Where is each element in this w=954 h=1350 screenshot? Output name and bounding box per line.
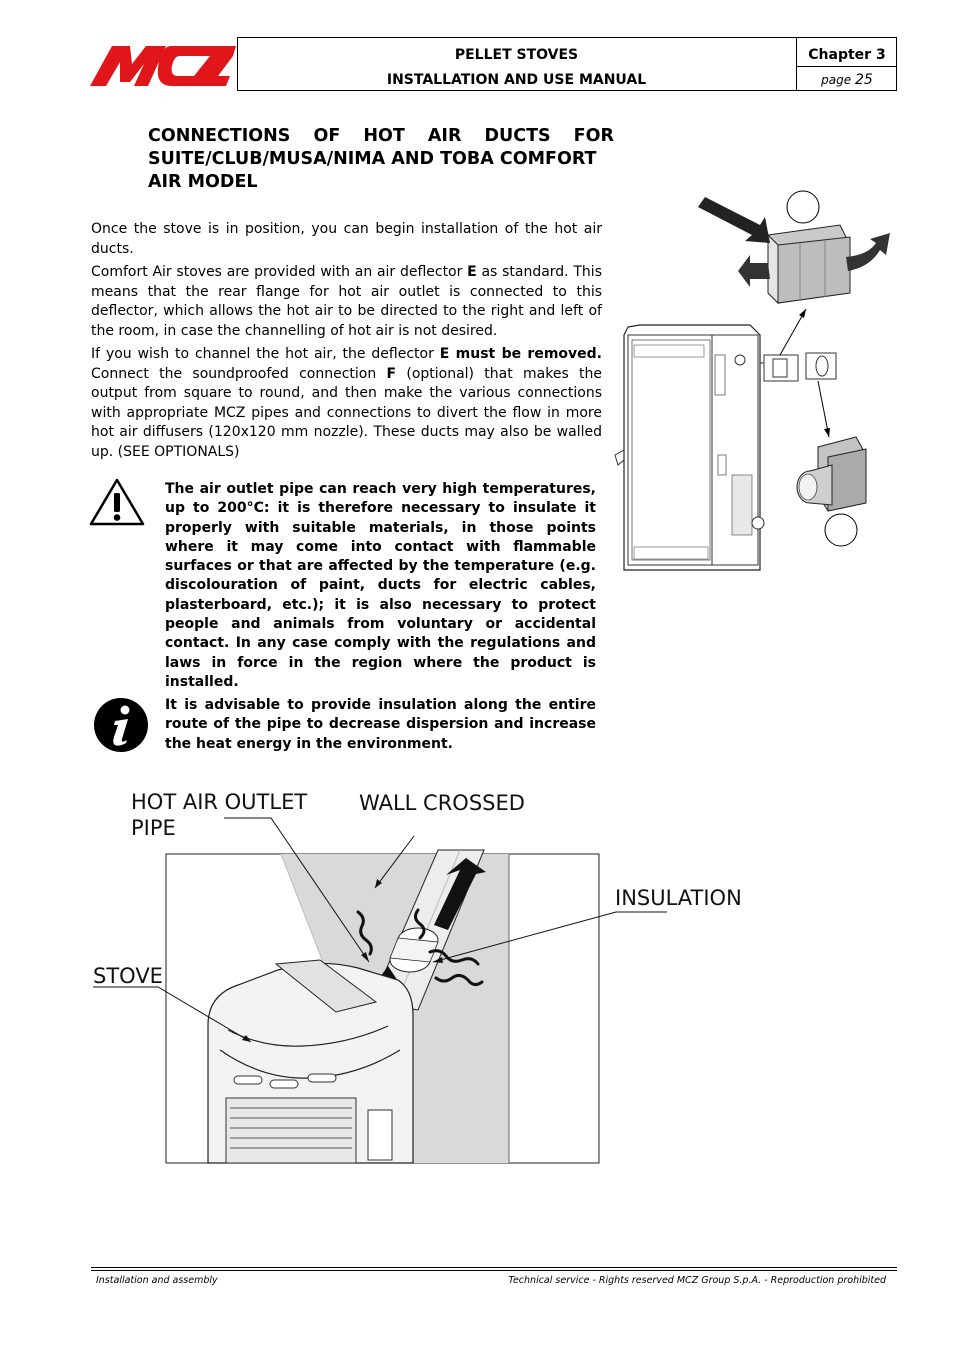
info-text: It is advisable to provide insulation along the entire route of the pipe to decrease dispersion and increase the heat energy in the environment. [165, 697, 596, 752]
warning-triangle-icon [89, 477, 145, 527]
stove-deflector-figure [610, 185, 900, 580]
footer-right-text: Technical service - Rights reserved MCZ Group S.p.A. - Reproduction prohibited [508, 1275, 886, 1286]
connection-f [797, 437, 866, 511]
section-title-line3: AIR MODEL [148, 172, 258, 192]
header-title: PELLET STOVES [454, 47, 579, 63]
section-title-line1: CONNECTIONS OF HOT AIR DUCTS FOR [148, 126, 614, 146]
paragraph-deflector: Comfort Air stoves are provided with an air deflector E as standard. This means that the rear flange for hot air outlet is connected to this deflector, which allows the hot air to be directed to the right and left of the room, in case the channelling of hot air is not desired. [91, 264, 602, 339]
page-label: page [821, 73, 852, 87]
header-subtitle: INSTALLATION AND USE MANUAL [386, 72, 647, 88]
mcz-logo [90, 40, 236, 88]
stove-illustration [208, 960, 413, 1163]
section-title [148, 125, 614, 194]
info-icon [93, 697, 149, 753]
warning-text: The air outlet pipe can reach very high temperatures, up to 200°C: it is therefore necessary to insulate it properly with suitable materials, in those points where it may come into contact with flammable surfaces or that are affected by the temperature (e.g. discolouration of paint, ducts for electric cables, plasterboard, etc.); it is also necessary to protect people and animals from voluntary or accidental contact. In any case comply with the regulations and laws in force in the region where the product is installed. [165, 481, 596, 690]
label-stove: STOVE [93, 964, 163, 988]
stove-body [615, 325, 764, 570]
footer-rule-secondary [91, 1270, 897, 1271]
page-number-value: 25 [854, 72, 873, 88]
footer-rule [91, 1267, 897, 1268]
footer-left-text: Installation and assembly [96, 1275, 218, 1286]
deflector-e [768, 225, 850, 303]
label-hot-air-outlet-pipe: HOT AIR OUTLET PIPE [131, 790, 308, 840]
section-title-line2: SUITE/CLUB/MUSA/NIMA AND TOBA COMFORT [148, 149, 597, 169]
label-wall-crossed: WALL CROSSED [359, 791, 525, 815]
page-number [797, 72, 897, 88]
label-insulation: INSULATION [615, 886, 742, 910]
paragraph-channel: If you wish to channel the hot air, the deflector E must be removed. Connect the soundproofed connection F (optional) that makes the output from square to round, and then make the various connections with appropriate MCZ pipes and connections to divert the flow in more hot air diffusers (120x120 mm nozzle). These ducts may also be walled up. (SEE OPTIONALS) [91, 346, 602, 460]
paragraph-intro: Once the stove is in position, you can begin installation of the hot air ducts. [91, 221, 602, 257]
chapter-label: Chapter 3 [808, 47, 886, 63]
header-cell-divider [796, 66, 897, 67]
